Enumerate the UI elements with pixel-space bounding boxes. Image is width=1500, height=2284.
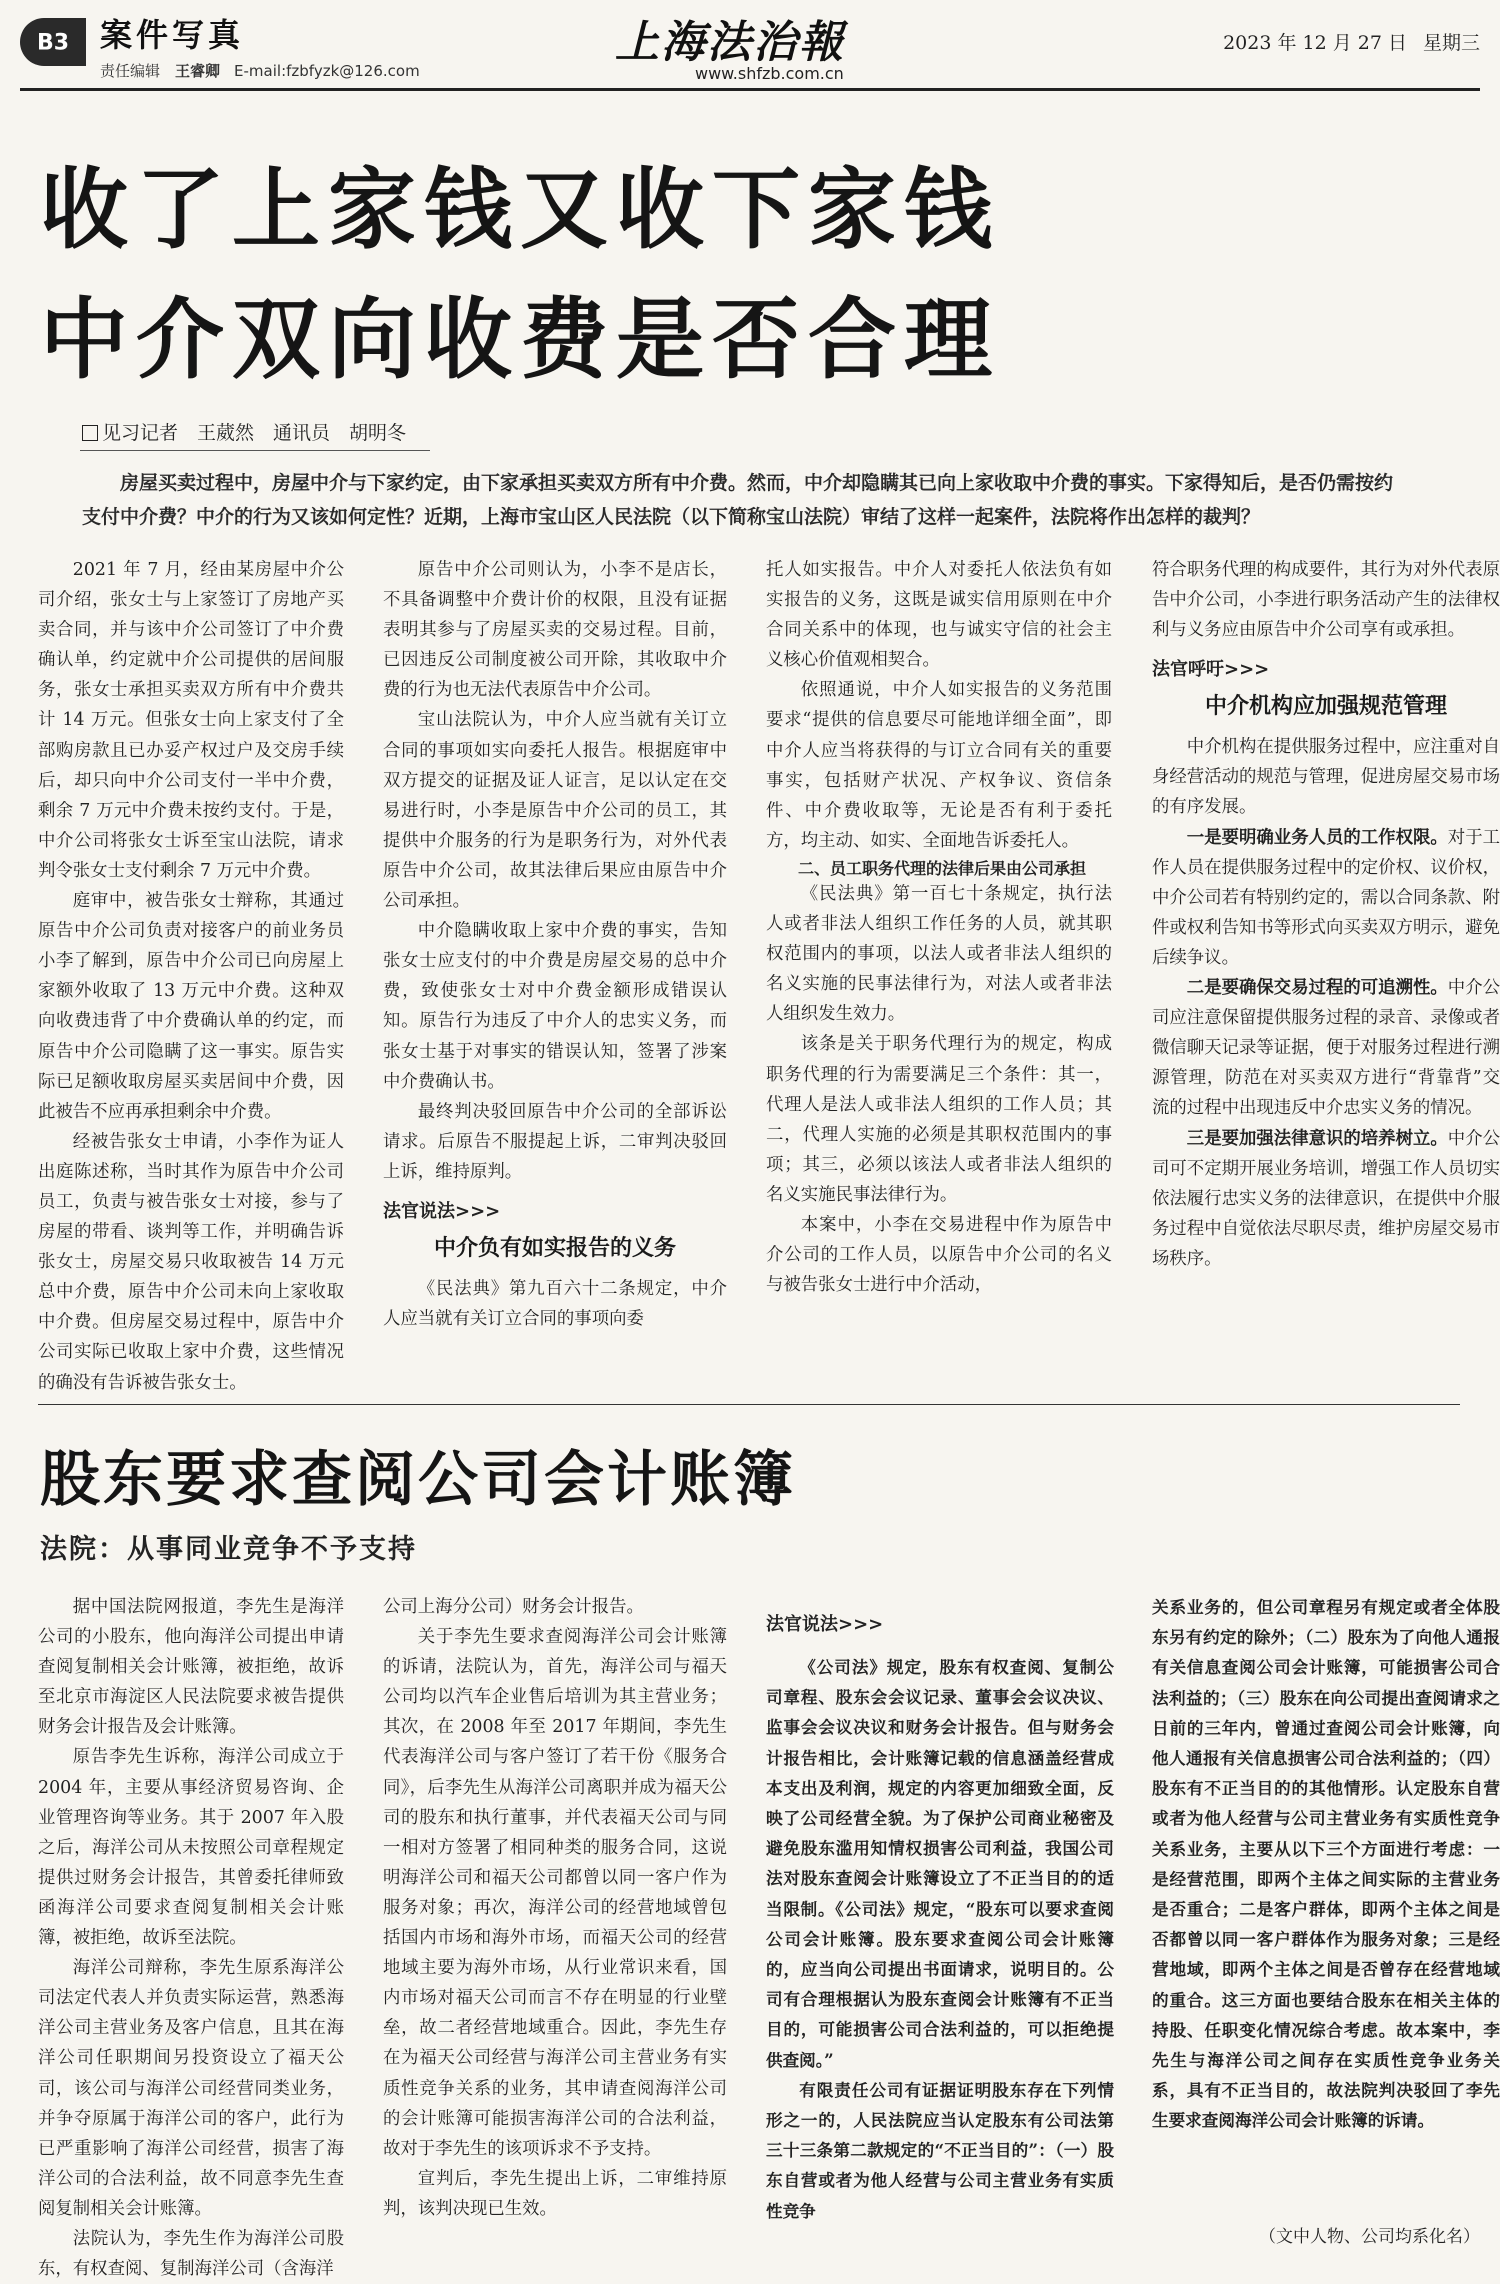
- story1-lead: 房屋买卖过程中，房屋中介与下家约定，由下家承担买卖双方所有中介费。然而，中介却隐瞒其已向上家收取中介费的事实。下家得知后，是否仍需按约支付中介费？中介的行为又该如何定性？近期，上海市宝山区人民法院（以下简称宝山法院）审结了这样一起案件，法院将作出怎样的裁判？: [82, 472, 1394, 528]
- paragraph: 托人如实报告。中介人对委托人依法负有如实报告的义务，这既是诚实信用原则在中介合同关系中的体现，也与诚实守信的社会主义核心价值观相契合。: [766, 560, 1112, 671]
- byline-rule: [80, 450, 430, 451]
- issue-date: 2023 年 12 月 27 日: [1223, 32, 1407, 54]
- paragraph: 原告李先生诉称，海洋公司成立于 2004 年，主要从事经济贸易咨询、企业管理咨询等业务。其于 2007 年入股之后，海洋公司从未按照公司章程规定提供过财务会计报告，其曾委托律师致函海洋公司要求查阅复制相关会计账簿，被拒绝，故诉至法院。: [38, 1747, 344, 1949]
- story1-column-1: [38, 555, 344, 1398]
- newspaper-logo: 上海法治報: [615, 17, 845, 68]
- story2-subheadline: 法院：从事同业竞争不予支持: [40, 1534, 417, 1565]
- paragraph: 一是要明确业务人员的工作权限。对于工作人员在提供服务过程中的定价权、议价权，中介公司若有特别约定的，需以合同条款、附件或权利告知书等形式向买卖双方明示，避免后续争议。: [1152, 827, 1500, 968]
- story2-column-1: [38, 1592, 344, 2284]
- story2-column-3: [766, 1610, 1114, 2226]
- paragraph: 依照通说，中介人如实报告的义务范围要求“提供的信息要尽可能地详细全面”，即中介人应当将获得的与订立合同有关的重要事实，包括财产状况、产权争议、资信条件、中介费收取等，无论是否有利于委托方，均主动、如实、全面地告诉委托人。: [766, 680, 1112, 851]
- judge-says-kicker: 法官说法>>>: [766, 1614, 884, 1635]
- names-disclaimer: （文中人物、公司均系化名）: [1259, 2227, 1480, 2247]
- paragraph: 公司上海分公司）财务会计报告。: [383, 1597, 644, 1617]
- story1-column-3: [766, 555, 1112, 1300]
- website-link[interactable]: www.shfzb.com.cn: [695, 64, 844, 83]
- paragraph: 中介隐瞒收取上家中介费的事实，告知张女士应支付的中介费是房屋交易的总中介费，致使张女士对中介费金额形成错误认知。原告行为违反了中介人的忠实义务，而张女士基于对事实的错误认知，签署了涉案中介费确认书。: [383, 921, 727, 1092]
- paragraph: 海洋公司辩称，李先生原系海洋公司法定代表人并负责实际运营，熟悉海洋公司主营业务及客户信息，且其在海洋公司任职期间另投资设立了福天公司，该公司与海洋公司经营同类业务，并争夺原属于海洋公司的客户，此行为已严重影响了海洋公司经营，损害了海洋公司的合法利益，故不同意李先生查阅复制相关会计账簿。: [38, 1958, 344, 2219]
- paragraph: 《公司法》规定，股东有权查阅、复制公司章程、股东会会议记录、董事会会议决议、监事会会议决议和财务会计报告。但与财务会计报告相比，会计账簿记载的信息涵盖经营成本支出及利润，规定的内容更加细致全面，反映了公司经营全貌。为了保护公司商业秘密及避免股东滥用知情权损害公司利益，我国公司法对股东查阅会计账簿设立了不正当目的的适当限制。《公司法》规定，“股东可以要求查阅公司会计账簿。股东要求查阅公司会计账簿的，应当向公司提出书面请求，说明目的。公司有合理根据认为股东查阅会计账簿有不正当目的，可能损害公司合法利益的，可以拒绝提供查阅。”: [766, 1657, 1114, 2070]
- editor-label: 责任编辑: [100, 62, 161, 80]
- issue-weekday: 星期三: [1422, 32, 1480, 54]
- editor-name: 王睿卿: [175, 62, 221, 80]
- story-divider: [38, 1404, 1460, 1405]
- masthead: [0, 0, 1500, 90]
- story1-column-2: [383, 555, 727, 1334]
- paragraph: 本案中，小李在交易进程中作为原告中介公司的工作人员，以原告中介公司的名义与被告张女士进行中介活动，: [766, 1214, 1112, 1296]
- paragraph: 宝山法院认为，中介人应当就有关订立合同的事项如实向委托人报告。根据庭审中双方提交的证据及证人证言，足以认定在交易进行时，小李是原告中介公司的员工，其提供中介服务的行为是职务行为，对外代表原告中介公司，故其法律后果应由原告中介公司承担。: [383, 710, 727, 912]
- story2-column-2: [383, 1592, 727, 2224]
- story2-column-4: [1152, 1592, 1500, 2136]
- paragraph: 原告中介公司则认为，小李不是店长，不具备调整中介费计价的权限，且没有证据表明其参与了房屋买卖的交易过程。目前，已因违反公司制度被公司开除，其收取中介费的行为也无法代表原告中介公司。: [383, 560, 727, 701]
- story1-headline-line2: 中介双向收费是否合理: [40, 288, 1001, 391]
- paragraph: 关于李先生要求查阅海洋公司会计账簿的诉请，法院认为，首先，海洋公司与福天公司均以汽车企业售后培训为其主营业务；其次，在 2008 年至 2017 年期间，李先生代表海洋公司与客户签订了若干份《服务合同》，后李先生从海洋公司离职并成为福天公司的股东和执行董事，并代表福天公司与同一相对方签署了相同种类的服务合同，这说明海洋公司和福天公司都曾以同一客户作为服务对象；再次，海洋公司的经营地域曾包括国内市场和海外市场，而福天公司的经营地域主要为海外市场，从行业常识来看，国内市场对福天公司而言不存在明显的行业壁垒，故二者经营地域重合。因此，李先生存在为福天公司经营与海洋公司主营业务有实质性竞争关系的业务，其申请查阅海洋公司的会计账簿可能损害海洋公司的合法利益，故对于李先生的该项诉求不予支持。: [383, 1627, 727, 2159]
- story1-subhead-1: 中介负有如实报告的义务: [433, 1235, 676, 1261]
- paragraph: 《民法典》第一百七十条规定，执行法人或者非法人组织工作任务的人员，就其职权范围内的事项，以法人或者非法人组织的名义实施的民事法律行为，对法人或者非法人组织发生效力。: [766, 883, 1112, 1025]
- dateline: [1207, 28, 1480, 55]
- story2-headline: 股东要求查阅公司会计账簿: [40, 1445, 796, 1515]
- page-number-badge: [20, 18, 86, 66]
- judge-appeal-kicker: 法官呼吁>>>: [1152, 659, 1270, 681]
- paragraph: 庭审中，被告张女士辩称，其通过原告中介公司负责对接客户的前业务员小李了解到，原告中介公司已向房屋上家额外收取了 13 万元中介费。这种双向收费违背了中介费确认单的约定，而原告中介公司隐瞒了这一事实。原告实际已足额收取房屋买卖居间中介费，因此被告不应再承担剩余中介费。: [38, 891, 344, 1122]
- paragraph: 符合职务代理的构成要件，其行为对外代表原告中介公司，小李进行职务活动产生的法律权利与义务应由原告中介公司享有或承担。: [1152, 560, 1500, 641]
- paragraph: 该条是关于职务代理行为的规定，构成职务代理的行为需要满足三个条件：其一，代理人是法人或非法人组织的工作人员；其二，代理人实施的必须是其职权范围内的事项；其三，必须以该法人或者非法人组织的名义实施民事法律行为。: [766, 1034, 1112, 1205]
- paragraph: 中介机构在提供服务过程中，应注重对自身经营活动的规范与管理，促进房屋交易市场的有序发展。: [1152, 737, 1500, 818]
- page-letter: B: [36, 30, 54, 56]
- story1-byline: 见习记者 王葳然 通讯员 胡明冬: [82, 418, 406, 445]
- story1-headline-line1: 收了上家钱又收下家钱: [40, 158, 1001, 261]
- paragraph: 三是要加强法律意识的培养树立。中介公司可不定期开展业务培训，增强工作人员切实依法履行忠实义务的法律意识，在提供中介服务过程中自觉依法尽职尽责，维护房屋交易市场秩序。: [1152, 1128, 1500, 1269]
- paragraph: 《民法典》第九百六十二条规定，中介人应当就有关订立合同的事项向委: [383, 1278, 727, 1330]
- section-title: 案件写真: [100, 16, 245, 54]
- story1-subhead-2: 中介机构应加强规范管理: [1204, 694, 1447, 720]
- story1-column-4: [1152, 555, 1500, 1274]
- paragraph: 宣判后，李先生提出上诉，二审维持原判，该判决现已生效。: [383, 2168, 727, 2219]
- paragraph: 有限责任公司有证据证明股东存在下列情形之一的，人民法院应当认定股东有公司法第三十三条第二款规定的“不正当目的”：（一）股东自营或者为他人经营与公司主营业务有实质性竞争: [766, 2079, 1114, 2221]
- section-heading: 二、员工职务代理的法律后果由公司承担: [798, 858, 1087, 878]
- byline-box-icon: [82, 425, 98, 441]
- paragraph: 关系业务的，但公司章程另有规定或者全体股东另有约定的除外；（二）股东为了向他人通报有关信息查阅公司会计账簿，可能损害公司合法利益的；（三）股东在向公司提出查阅请求之日前的三年内，曾通过查阅公司会计账簿，向他人通报有关信息损害公司合法利益的；（四）股东有不正当目的的其他情形。认定股东自营或者为他人经营与公司主营业务有实质性竞争关系业务，主要从以下三个方面进行考虑：一是经营范围，即两个主体之间实际的主营业务是否重合；二是客户群体，即两个主体之间是否都曾以同一客户群体作为服务对象；三是经营地域，即两个主体之间是否曾存在经营地域的重合。这三方面也要结合股东在相关主体的持股、任职变化情况综合考虑。故本案中，李先生与海洋公司之间存在实质性竞争业务关系，具有不正当目的，故法院判决驳回了李先生要求查阅海洋公司会计账簿的诉请。: [1152, 1597, 1500, 2131]
- editor-email[interactable]: E-mail:fzbfyzk@126.com: [234, 62, 420, 80]
- paragraph: 经被告张女士申请，小李作为证人出庭陈述称，当时其作为原告中介公司员工，负责与被告张女士对接，参与了房屋的带看、谈判等工作，并明确告诉张女士，房屋交易只收取被告 14 万元总中介费，原告中介公司未向上家收取中介费。但房屋交易过程中，原告中介公司实际已收取上家中介费，这些情况的确没有告诉被告张女士。: [38, 1131, 344, 1393]
- editor-line: [100, 60, 420, 81]
- page-number: 3: [53, 30, 70, 56]
- paragraph: 法院认为，李先生作为海洋公司股东，有权查阅、复制海洋公司（含海洋: [38, 2228, 344, 2280]
- masthead-rule: [20, 88, 1480, 91]
- judge-says-kicker: 法官说法>>>: [383, 1200, 501, 1222]
- paragraph: 2021 年 7 月，经由某房屋中介公司介绍，张女士与上家签订了房地产买卖合同，并与该中介公司签订了中介费确认单，约定就中介公司提供的居间服务，张女士承担买卖双方所有中介费共计 14 万元。但张女士向上家支付了全部购房款且已办妥产权过户及交房手续后，却只向中介公司支付一半中介费，剩余 7 万元中介费未按约支付。于是，中介公司将张女士诉至宝山法院，请求判令张女士支付剩余 7 万元中介费。: [38, 560, 344, 881]
- paragraph: 据中国法院网报道，李先生是海洋公司的小股东，他向海洋公司提出申请查阅复制相关会计账簿，被拒绝，故诉至北京市海淀区人民法院要求被告提供财务会计报告及会计账簿。: [38, 1597, 344, 1738]
- paragraph: 最终判决驳回原告中介公司的全部诉讼请求。后原告不服提起上诉，二审判决驳回上诉，维持原判。: [383, 1101, 727, 1182]
- paragraph: 二是要确保交易过程的可追溯性。中介公司应注意保留提供服务过程的录音、录像或者微信聊天记录等证据，便于对服务过程进行溯源管理，防范在对买卖双方进行“背靠背”交流的过程中出现违反中介忠实义务的情况。: [1152, 978, 1500, 1119]
